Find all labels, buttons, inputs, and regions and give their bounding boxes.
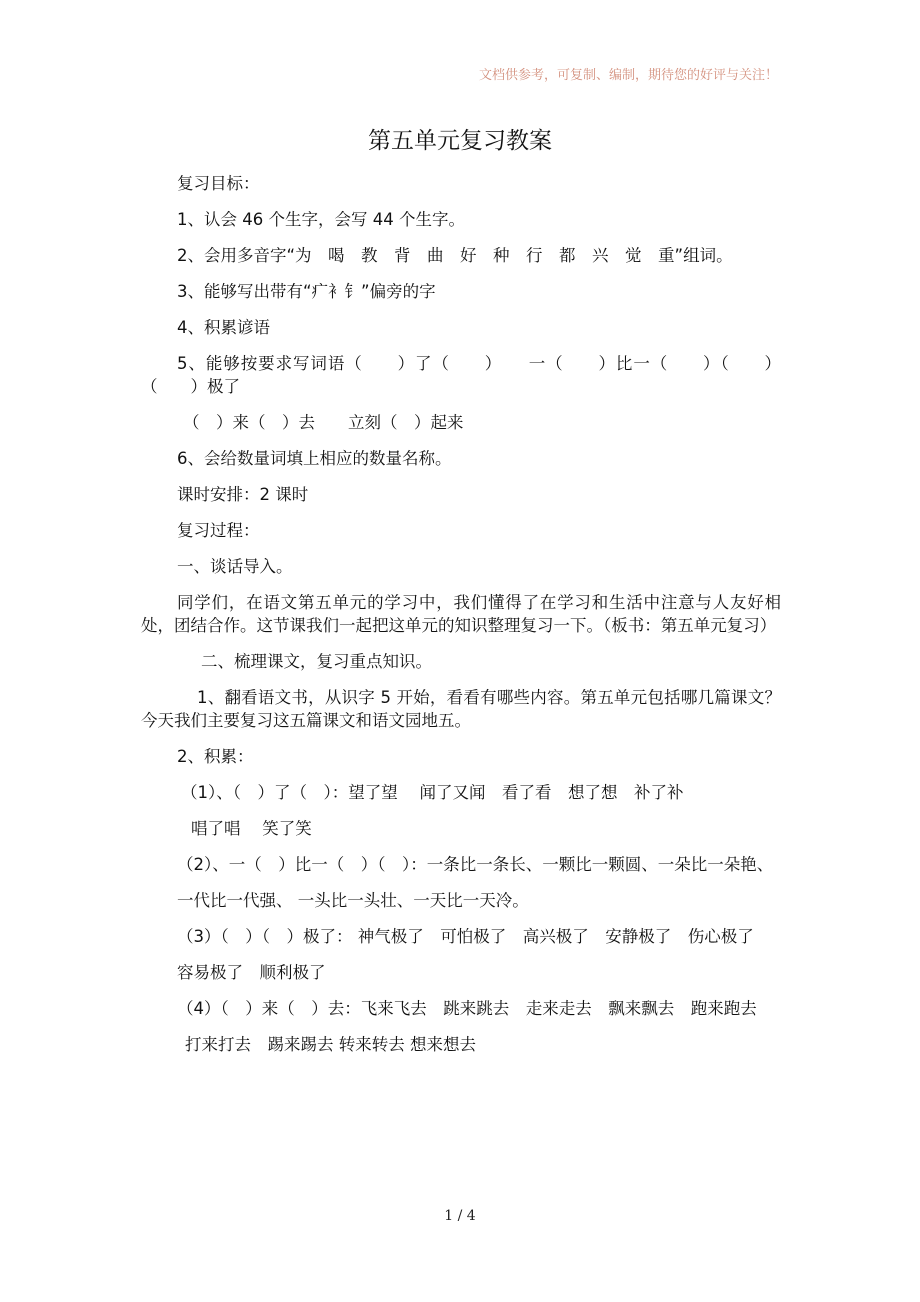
paragraph: 2、积累：	[177, 747, 254, 766]
paragraph: 二、梳理课文，复习重点知识。	[201, 652, 432, 671]
paragraph: 3、能够写出带有“疒衤钅”偏旁的字	[177, 282, 436, 301]
paragraph: 2、会用多音字“为 喝 教 背 曲 好 种 行 都 兴 觉 重”组词。	[177, 246, 733, 265]
paragraph: 1、认会 46 个生字，会写 44 个生字。	[177, 210, 465, 229]
paragraph: （1）、（ ）了（ ）：望了望 闻了又闻 看了看 想了想 补了补	[181, 783, 684, 802]
paragraph: 1、翻看语文书，从识字 5 开始，看看有哪些内容。第五单元包括哪几篇课文？今天我们主要复习这五篇课文和语文园地五。	[141, 688, 781, 730]
paragraph: 容易极了 顺利极了	[177, 963, 326, 982]
paragraph: （2）、一（ ）比一（ ）（ ）：一条比一条长、一颗比一颗圆、一朵比一朵艳、	[177, 855, 774, 874]
page-number: 1 / 4	[444, 1208, 476, 1224]
paragraph: 课时安排：2 课时	[177, 485, 309, 504]
paragraph: （4）（ ）来（ ）去：飞来飞去 跳来跳去 走来走去 飘来飘去 跑来跑去	[177, 999, 757, 1018]
paragraph: 5、能够按要求写词语（ ）了（ ） 一（ ）比一（ ）（ ）（ ）极了	[141, 354, 781, 396]
paragraph: 一代比一代强、 一头比一头壮、一天比一天冷。	[177, 891, 529, 910]
paragraph: 4、积累谚语	[177, 318, 270, 337]
paragraph: （3）（ ）（ ）极了： 神气极了 可怕极了 高兴极了 安静极了 伤心极了	[177, 927, 754, 946]
paragraph: 复习过程：	[177, 521, 260, 540]
document-body	[141, 172, 781, 1069]
paragraph: 6、会给数量词填上相应的数量名称。	[177, 449, 452, 468]
paragraph: 复习目标：	[177, 174, 260, 193]
paragraph: 同学们，在语文第五单元的学习中，我们懂得了在学习和生活中注意与人友好相处，团结合作。这节课我们一起把这单元的知识整理复习一下。（板书：第五单元复习）	[141, 593, 781, 635]
paragraph: 唱了唱 笑了笑	[191, 819, 312, 838]
page-title: 第五单元复习教案	[368, 128, 552, 154]
paragraph: 打来打去 踢来踢去 转来转去 想来想去	[185, 1035, 476, 1054]
paragraph: 一、谈话导入。	[177, 557, 293, 576]
watermark: 文档供参考，可复制、编制，期待您的好评与关注！	[478, 68, 778, 83]
paragraph: （ ）来（ ）去 立刻（ ）起来	[183, 413, 464, 432]
